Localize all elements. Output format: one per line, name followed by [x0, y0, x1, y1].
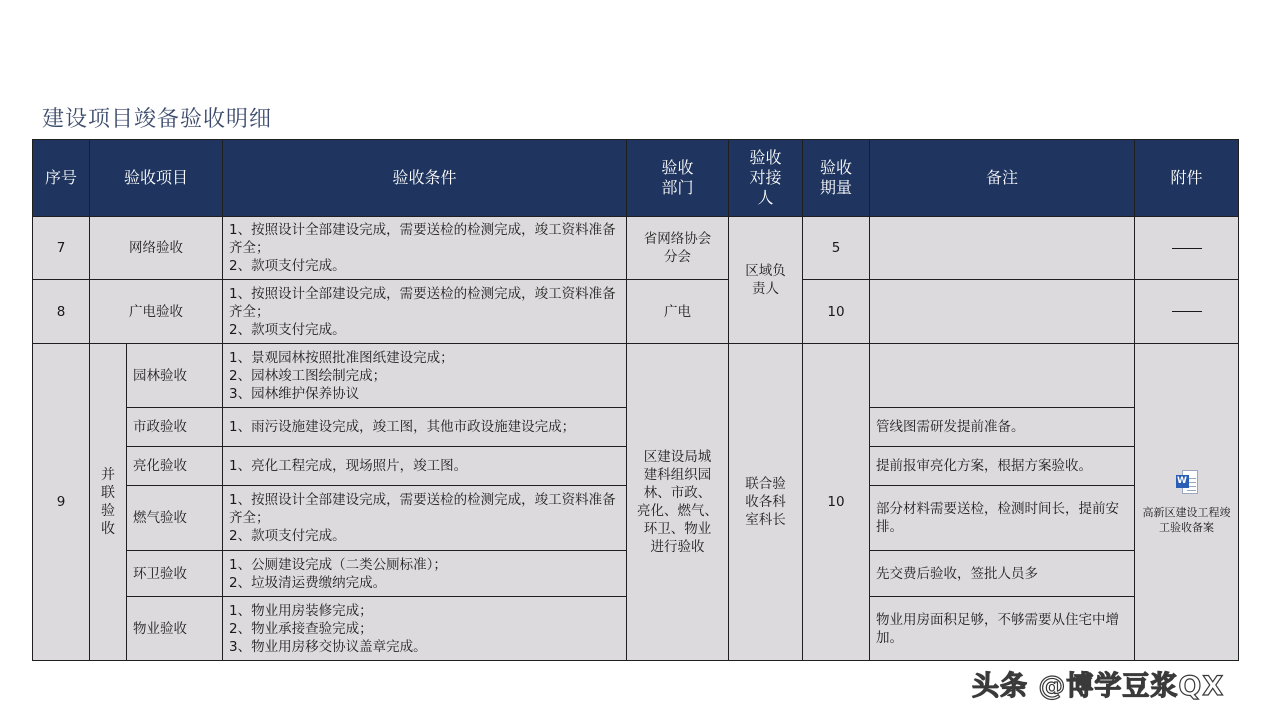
header-item: 验收项目: [90, 140, 223, 217]
acceptance-table: [32, 139, 1239, 661]
header-contact: 验收 对接 人: [729, 140, 803, 217]
row-remark: [870, 280, 1135, 344]
table-row: [33, 217, 1239, 280]
word-document-icon[interactable]: W: [1176, 470, 1198, 496]
table-row: [33, 344, 1239, 408]
sub-condition: 1、雨污设施建设完成，竣工图，其他市政设施建设完成；: [223, 408, 627, 447]
sub-remark: 物业用房面积足够，不够需要从住宅中增加。: [870, 597, 1135, 661]
row-seq: 8: [33, 280, 90, 344]
header-remark: 备注: [870, 140, 1135, 217]
sub-condition: 1、景观园林按照批准图纸建设完成； 2、园林竣工图绘制完成； 3、园林维护保养协议: [223, 344, 627, 408]
attachment-file[interactable]: [1141, 470, 1232, 535]
table-row: [33, 280, 1239, 344]
row-attachment: [1135, 217, 1239, 280]
row-period: 5: [803, 217, 870, 280]
row-contact: 区域负 责人: [729, 217, 803, 344]
row-seq: 7: [33, 217, 90, 280]
sub-remark: [870, 344, 1135, 408]
page-title: 建设项目竣备验收明细: [42, 107, 273, 132]
sub-condition: 1、按照设计全部建设完成，需要送检的检测完成，竣工资料准备齐全； 2、款项支付完成。: [223, 486, 627, 551]
row-period: 10: [803, 280, 870, 344]
group-seq: 9: [33, 344, 90, 661]
sub-item: 燃气验收: [127, 486, 223, 551]
row-condition: 1、按照设计全部建设完成，需要送检的检测完成，竣工资料准备齐全； 2、款项支付完成。: [223, 280, 627, 344]
row-department: 省网络协会 分会: [627, 217, 729, 280]
header-attachment: 附件: [1135, 140, 1239, 217]
group-contact: 联合验 收各科 室科长: [729, 344, 803, 661]
watermark: 头条 @博学豆浆QX: [972, 671, 1225, 702]
sub-condition: 1、亮化工程完成，现场照片，竣工图。: [223, 447, 627, 486]
sub-remark: 管线图需研发提前准备。: [870, 408, 1135, 447]
attachment-label[interactable]: 高新区建设工程竣 工验收备案: [1142, 505, 1231, 534]
header-seq: 序号: [33, 140, 90, 217]
sub-condition: 1、公厕建设完成（二类公厕标准）； 2、垃圾清运费缴纳完成。: [223, 551, 627, 597]
group-period: 10: [803, 344, 870, 661]
attachment-cell: [1135, 344, 1239, 661]
row-condition: 1、按照设计全部建设完成，需要送检的检测完成，竣工资料准备齐全； 2、款项支付完成。: [223, 217, 627, 280]
sub-condition: 1、物业用房装修完成； 2、物业承接查验完成； 3、物业用房移交协议盖章完成。: [223, 597, 627, 661]
sub-remark: 先交费后验收，签批人员多: [870, 551, 1135, 597]
group-label: 并 联 验 收: [90, 344, 127, 661]
row-item: 广电验收: [90, 280, 223, 344]
header-condition: 验收条件: [223, 140, 627, 217]
header-period: 验收 期量: [803, 140, 870, 217]
row-department: 广电: [627, 280, 729, 344]
sub-item: 园林验收: [127, 344, 223, 408]
sub-remark: 提前报审亮化方案，根据方案验收。: [870, 447, 1135, 486]
dash-mark: [1172, 311, 1202, 312]
header-department: 验收 部门: [627, 140, 729, 217]
row-attachment: [1135, 280, 1239, 344]
sub-item: 市政验收: [127, 408, 223, 447]
sub-item: 亮化验收: [127, 447, 223, 486]
table-header-row: [33, 140, 1239, 217]
dash-mark: [1172, 248, 1202, 249]
group-department: 区建设局城 建科组织园 林、市政、 亮化、燃气、 环卫、物业 进行验收: [627, 344, 729, 661]
sub-item: 环卫验收: [127, 551, 223, 597]
sub-item: 物业验收: [127, 597, 223, 661]
sub-remark: 部分材料需要送检，检测时间长，提前安排。: [870, 486, 1135, 551]
row-item: 网络验收: [90, 217, 223, 280]
row-remark: [870, 217, 1135, 280]
